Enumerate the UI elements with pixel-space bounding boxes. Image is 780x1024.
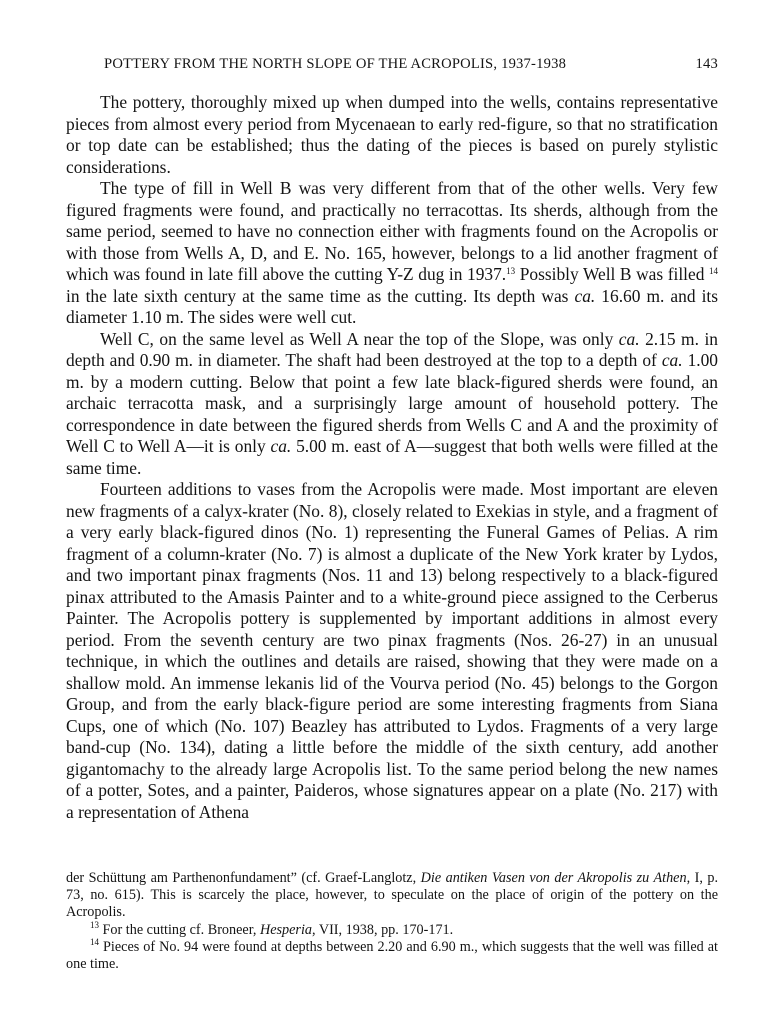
- paragraph-pottery-dating: [66, 92, 718, 178]
- footnote-14: [66, 936, 718, 973]
- footnote-marker: 13: [90, 919, 99, 930]
- text-run: 1.00 m. by a modern cutting. Below that point a few late black-figured sherds were found, an archaic terracotta mask, and a surprisingly large amount of household pottery. The correspondence in date between the figured sherds from Wells C and A and the proximity of Well C to Well A—it is only: [66, 350, 719, 456]
- text-run: 5.00 m. east of A—suggest that both wells were filled at the same time.: [66, 436, 718, 478]
- italic-text: Die antiken Vasen von der Akropolis zu Athen: [420, 870, 687, 886]
- footnote-marker: 13: [506, 266, 516, 276]
- text-run: The type of fill in Well B was very different from that of the other wells. Very few figured fragments were found, and practically no terracottas. Its sherds, although from the same period, seemed to have no connection either with fragments found on the Acropolis or with those from Wells A, D, and E. No. 165, however, belongs to a lid another fragment of which was found in late fill above the cutting Y-Z dug in 1937.: [66, 178, 718, 284]
- text-run: Pieces of No. 94 were found at depths between 2.20 and 6.90 m., which suggests that the well was filled at one time.: [66, 938, 718, 973]
- italic-text: ca.: [270, 436, 292, 456]
- text-run: Well C, on the same level as Well A near the top of the Slope, was only: [100, 328, 619, 349]
- text-run: 16.60 m. and its diameter 1.10 m. The sides were well cut.: [66, 285, 718, 327]
- paragraph-acropolis-additions: [66, 479, 718, 823]
- page-number: 143: [695, 56, 718, 72]
- text-run: , I, p. 73, no. 615). This is scarcely the place, however, to speculate on the place of origin of the pottery on the Acropolis.: [66, 870, 718, 921]
- running-head-title: POTTERY FROM THE NORTH SLOPE OF THE ACROPOLIS, 1937-1938: [104, 56, 567, 72]
- text-run: Fourteen additions to vases from the Acropolis were made. Most important are eleven new fragments of a calyx-krater (No. 8), closely related to Exekias in style, and a fragment of a very early black-figured dinos (No. 1) representing the Funeral Games of Pelias. A rim fragment of a column-krater (No. 7) is almost a duplicate of the New York krater by Lydos, and two important pinax fragments (Nos. 11 and 13) belong respectively to a black-figured pinax attributed to the Amasis Painter and to a white-ground piece assigned to the Cerberus Painter. The Acropolis pottery is supplemented by important additions in almost every period. From the seventh century are two pinax fragments (Nos. 26-27) in an unusual technique, in which the outlines and details are raised, showing that they were made on a shallow mold. An immense lekanis lid of the Vourva period (No. 45) belongs to the Gorgon Group, and from the early black-figure period are some interesting fragments from Siana Cups, one of which (No. 107) Beazley has attributed to Lydos. Fragments of a very large band-cup (No. 134), dating a little before the middle of the sixth century, add another gigantomachy to the already large Acropolis list. To the same period belong the new names of a potter, Sotes, and a painter, Paideros, whose signatures appear on a plate (No. 217) with a representation of Athena: [66, 479, 718, 822]
- italic-text: Hesperia: [259, 921, 312, 938]
- body-text: [66, 92, 718, 823]
- footnotes: [66, 870, 718, 973]
- italic-text: ca.: [574, 285, 596, 306]
- text-run: Possibly Well B was filled: [515, 264, 709, 284]
- footnote-marker: 14: [709, 266, 718, 276]
- footnote-13: [66, 919, 718, 939]
- text-run: For the cutting cf. Broneer,: [99, 921, 260, 938]
- paragraph-well-b: [66, 178, 718, 329]
- text-run: der Schüttung am Parthenonfundament” (cf. Graef-Langlotz,: [66, 870, 421, 886]
- text-run: 2.15 m. in depth and 0.90 m. in diameter. The shaft had been destroyed at the top to a depth of: [66, 328, 718, 370]
- text-run: , VII, 1938, pp. 170-171.: [311, 921, 454, 938]
- italic-text: ca.: [661, 350, 683, 370]
- paragraph-well-c: [66, 329, 718, 480]
- footnote-continuation: [66, 870, 718, 922]
- italic-text: ca.: [618, 328, 640, 349]
- footnote-marker: 14: [90, 936, 99, 947]
- text-run: The pottery, thoroughly mixed up when dumped into the wells, contains representative pieces from almost every period from Mycenaean to early red-figure, so that no stratification or top date can be established; thus the dating of the pieces is based on purely stylistic considerations.: [66, 92, 718, 177]
- text-run: in the late sixth century at the same time as the cutting. Its depth was: [66, 285, 575, 306]
